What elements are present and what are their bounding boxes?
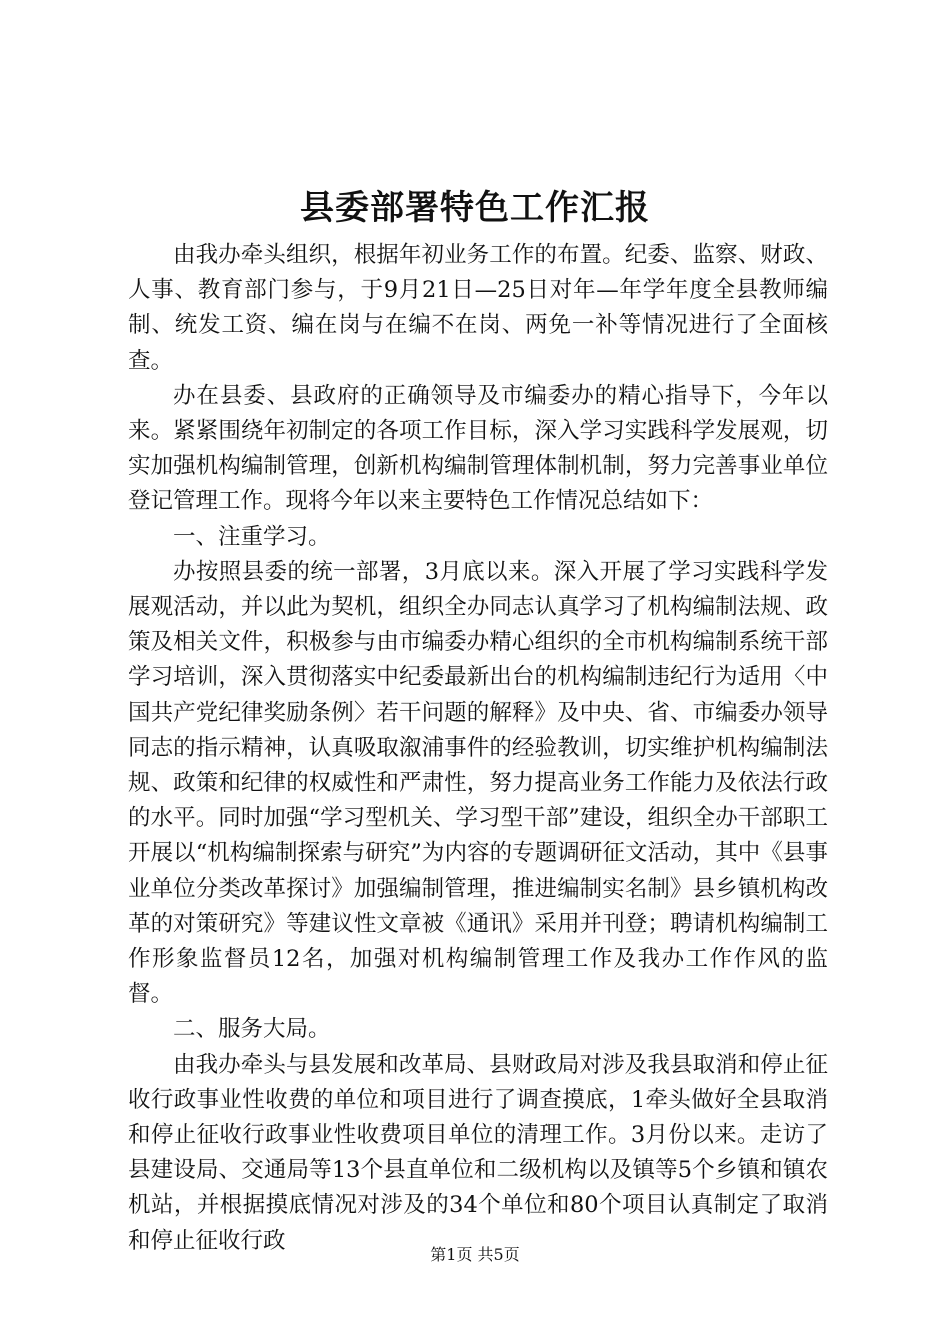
section-heading-study: 一、注重学习。 xyxy=(173,523,331,550)
paragraph-service: 由我办牵头与县发展和改革局、县财政局对涉及我县取消和停止征收行政事业性收费的单位和项目进行了调查摸底，1牵头做好全县取消和停止征收行政事业性收费项目单位的清理工作。3月份以来。走访了县建设局、交通局等13个县直单位和二级机构以及镇等5个乡镇和镇农机站，并根据摸底情况对涉及的34个单位和80个项目认真制定了取消和停止征收行政 xyxy=(128,1051,828,1254)
page-number-footer: 第1页 共5页 xyxy=(430,1245,520,1264)
section-heading-service: 二、服务大局。 xyxy=(173,1016,331,1043)
paragraph-intro: 由我办牵头组织，根据年初业务工作的布置。纪委、监察、财政、人事、教育部门参与，于9月21日—25日对年—年学年度全县教师编制、统发工资、编在岗与在编不在岗、两免一补等情况进行了全面核查。 xyxy=(128,242,828,374)
paragraph-study: 办按照县委的统一部署，3月底以来。深入开展了学习实践科学发展观活动，并以此为契机，组织全办同志认真学习了机构编制法规、政策及相关文件，积极参与由市编委办精心组织的全市机构编制系统干部学习培训，深入贯彻落实中纪委最新出台的机构编制违纪行为适用〈中国共产党纪律奖励条例〉若干问题的解释》及中央、省、市编委办领导同志的指示精神，认真吸取溆浦事件的经验教训，切实维护机构编制法规、政策和纪律的权威性和严肃性，努力提高业务工作能力及依法行政的水平。同时加强“学习型机关、学习型干部”建设，组织全办干部职工开展以“机构编制探索与研究”为内容的专题调研征文活动，其中《县事业单位分类改革探讨》加强编制管理，推进编制实名制》县乡镇机构改革的对策研究》等建议性文章被《通讯》采用并刊登；聘请机构编制工作形象监督员12名，加强对机构编制管理工作及我办工作作风的监督。 xyxy=(128,558,828,1008)
document-body xyxy=(128,238,828,1259)
document-title: 县委部署特色工作汇报 xyxy=(300,188,650,228)
paragraph-overview: 办在县委、县政府的正确领导及市编委办的精心指导下，今年以来。紧紧围绕年初制定的各项工作目标，深入学习实践科学发展观，切实加强机构编制管理，创新机构编制管理体制机制，努力完善事业单位登记管理工作。现将今年以来主要特色工作情况总结如下： xyxy=(128,382,828,515)
